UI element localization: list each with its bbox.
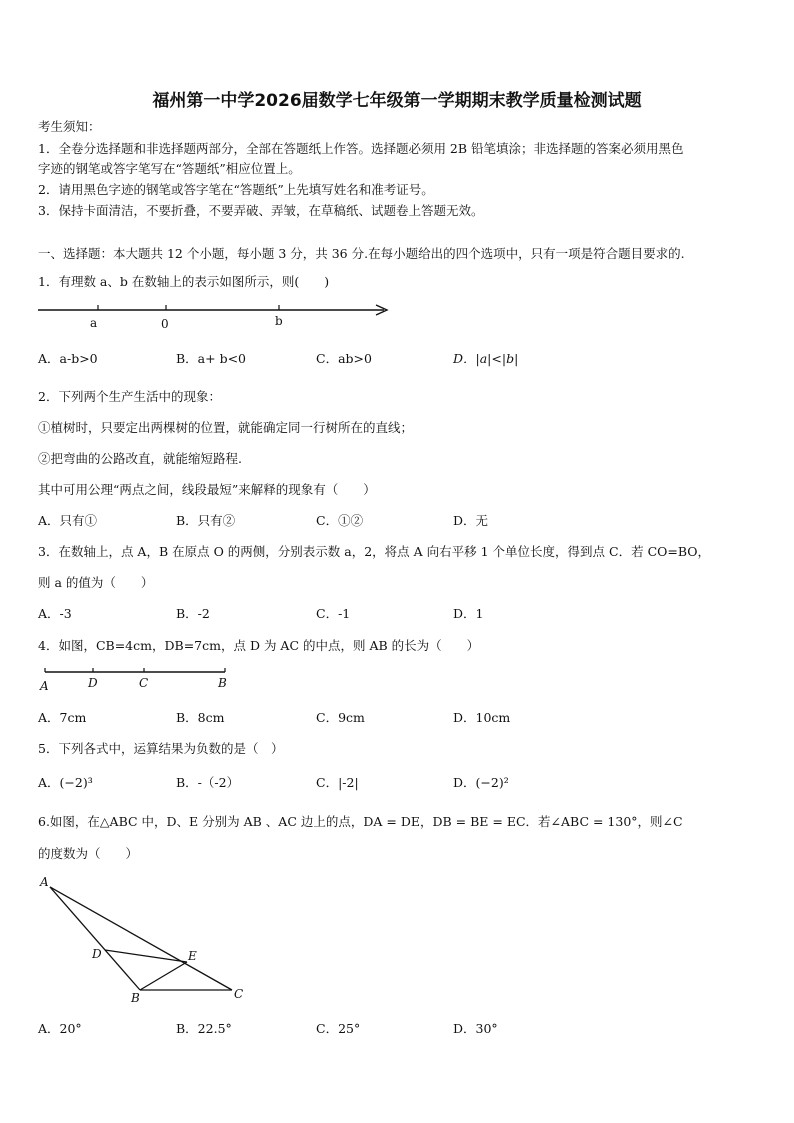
- q6-label-c: C: [234, 987, 244, 1001]
- q6-line1: 6.如图，在△ABC 中，D、E 分别为 AB 、AC 边上的点，DA = DE，DB = BE = EC．若∠ABC = 130°，则∠C: [38, 814, 683, 829]
- q5-option-a: A．(−2)³: [38, 775, 93, 790]
- q3-option-d: D．1: [453, 606, 484, 621]
- q4-option-c: C．9cm: [316, 710, 365, 725]
- q1-stem: 1．有理数 a、b 在数轴上的表示如图所示，则( ): [38, 274, 330, 289]
- q2-line2: ②把弯曲的公路改直，就能缩短路程.: [38, 451, 242, 466]
- q1-option-a: A．a-b>0: [38, 351, 98, 366]
- section-heading: 一、选择题：本大题共 12 个小题，每小题 3 分，共 36 分.在每小题给出的四个选项中，只有一项是符合题目要求的.: [38, 246, 685, 261]
- q4-option-b: B．8cm: [176, 710, 225, 725]
- q5-option-c: C．|-2|: [316, 775, 359, 790]
- q4-label-a: A: [40, 679, 49, 693]
- q6-option-c: C．25°: [316, 1021, 361, 1036]
- q3-option-b: B．-2: [176, 606, 210, 621]
- q3-line2: 则 a 的值为（ ）: [38, 575, 154, 590]
- notice-item-1-cont: 字迹的钢笔或答字笔写在“答题纸”相应位置上。: [38, 161, 301, 176]
- q4-label-b: B: [218, 676, 227, 690]
- q3-option-c: C．-1: [316, 606, 351, 621]
- q2-stem: 2．下列两个生产生活中的现象：: [38, 389, 221, 404]
- q4-option-d: D．10cm: [453, 710, 511, 725]
- q5-option-b: B．-（-2）: [176, 775, 240, 790]
- q6-line2: 的度数为（ ）: [38, 846, 139, 861]
- q2-option-b: B．只有②: [176, 513, 236, 528]
- q1-option-b: B．a+ b<0: [176, 351, 247, 366]
- q1-label-b: b: [275, 314, 283, 328]
- q2-option-a: A．只有①: [38, 513, 98, 528]
- q6-option-a: A．20°: [38, 1021, 82, 1036]
- q6-label-a: A: [40, 875, 49, 889]
- q4-option-a: A．7cm: [38, 710, 87, 725]
- q4-label-d: D: [88, 676, 98, 690]
- exam-title: 福州第一中学2026届数学七年级第一学期期末教学质量检测试题: [152, 91, 642, 111]
- notice-heading: 考生须知：: [38, 119, 101, 134]
- q3-line1: 3．在数轴上，点 A，B 在原点 O 的两侧，分别表示数 a，2，将点 A 向右平移 1 个单位长度，得到点 C．若 CO=BO，: [38, 544, 711, 559]
- notice-item-3: 3．保持卡面清洁，不要折叠，不要弄破、弄皱，在草稿纸、试题卷上答题无效。: [38, 203, 484, 218]
- q1-label-a: a: [90, 316, 98, 330]
- q2-option-c: C．①②: [316, 513, 364, 528]
- q4-label-c: C: [139, 676, 149, 690]
- q1-label-zero: 0: [161, 317, 169, 331]
- q5-option-d: D．(−2)²: [453, 775, 509, 790]
- q4-stem: 4．如图，CB=4cm，DB=7cm，点 D 为 AC 的中点，则 AB 的长为（ ）: [38, 638, 480, 653]
- q6-option-b: B．22.5°: [176, 1021, 232, 1036]
- q1-option-c: C．ab>0: [316, 351, 372, 366]
- q1-option-d: D．|a|<|b|: [453, 351, 519, 366]
- notice-item-2: 2．请用黑色字迹的钢笔或答字笔在“答题纸”上先填写姓名和准考证号。: [38, 182, 434, 197]
- q6-option-d: D．30°: [453, 1021, 498, 1036]
- q6-label-d: D: [92, 947, 102, 961]
- q2-line3: 其中可用公理“两点之间，线段最短”来解释的现象有（ ）: [38, 482, 376, 497]
- q3-option-a: A．-3: [38, 606, 72, 621]
- q5-stem: 5．下列各式中，运算结果为负数的是（ ）: [38, 741, 284, 756]
- q2-line1: ①植树时，只要定出两棵树的位置，就能确定同一行树所在的直线；: [38, 420, 414, 435]
- q6-label-b: B: [131, 991, 140, 1005]
- notice-item-1: 1．全卷分选择题和非选择题两部分，全部在答题纸上作答。选择题必须用 2B 铅笔填涂；非选择题的答案必须用黑色: [38, 141, 684, 156]
- q6-label-e: E: [188, 949, 197, 963]
- q2-option-d: D．无: [453, 513, 489, 528]
